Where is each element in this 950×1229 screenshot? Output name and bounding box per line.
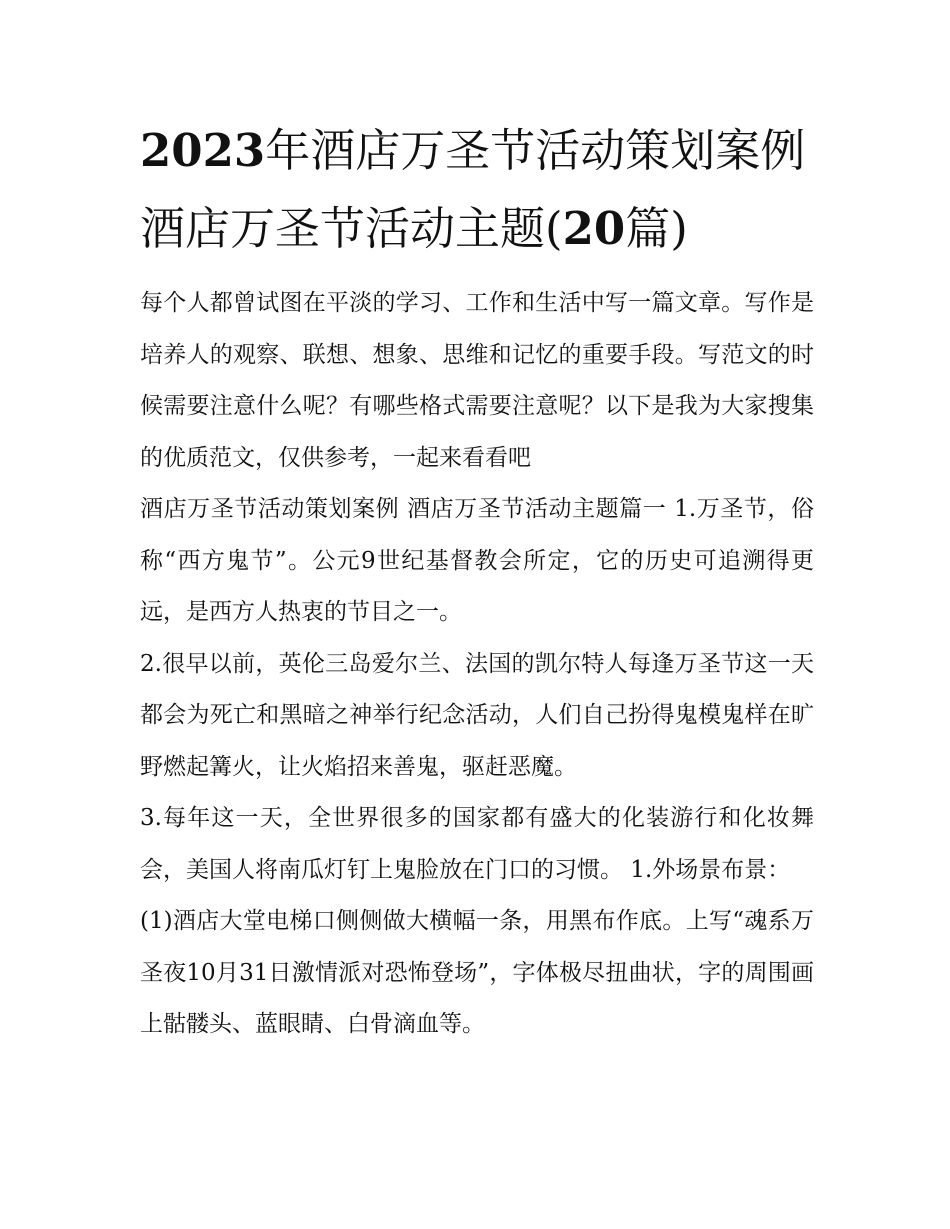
document-title [140,112,814,268]
title-text: 年酒店万圣节活动策划案例 酒店万圣节活动主题( [140,124,806,255]
title-count: 20 [562,202,626,255]
paragraph-intro: 每个人都曾试图在平淡的学习、工作和生活中写一篇文章。写作是培养人的观察、联想、想象、思维和记忆的重要手段。写范文的时候需要注意什么呢？有哪些格式需要注意呢？以下是我为大家搜集的优质范文，仅供参考，一起来看看吧 [140,290,814,471]
paragraph-1: 酒店万圣节活动策划案例 酒店万圣节活动主题篇一 1.万圣节，俗称“西方鬼节”。公元9世纪基督教会所定，它的历史可追溯得更远，是西方人热衷的节目之一。 [140,496,814,625]
paragraph-4: (1)酒店大堂电梯口侧侧做大横幅一条，用黑布作底。上写“魂系万圣夜10月31日激情派对恐怖登场”，字体极尽扭曲状，字的周围画上骷髅头、蓝眼睛、白骨滴血等。 [140,908,814,1037]
paragraph-2: 2.很早以前，英伦三岛爱尔兰、法国的凯尔特人每逢万圣节这一天都会为死亡和黑暗之神举行纪念活动，人们自己扮得鬼模鬼样在旷野燃起篝火，让火焰招来善鬼，驱赶恶魔。 [140,650,814,780]
document-body [140,278,814,1051]
paragraph-3: 3.每年这一天，全世界很多的国家都有盛大的化装游行和化妆舞会，美国人将南瓜灯钉上鬼脸放在门口的习惯。 1.外场景布景： [140,805,814,883]
title-year: 2023 [140,124,266,177]
document-page [140,112,814,1051]
title-end: 篇) [625,202,688,255]
